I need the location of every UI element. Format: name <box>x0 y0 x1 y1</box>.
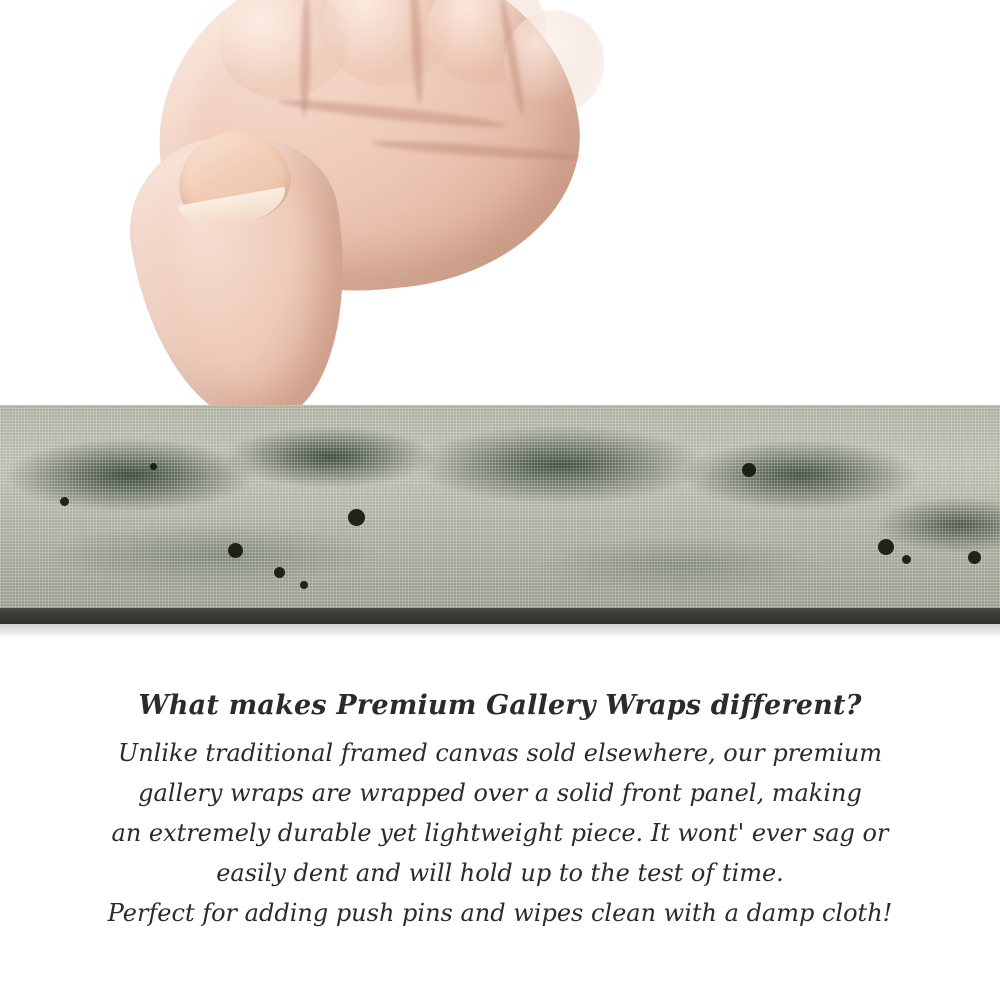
caption-line: easily dent and will hold up to the test of time. <box>216 859 784 887</box>
canvas-speck <box>968 551 981 564</box>
canvas-speck <box>348 509 365 526</box>
finger-crease <box>371 138 581 164</box>
canvas-speck <box>60 497 69 506</box>
canvas-speck <box>150 463 157 470</box>
canvas-frame-edge <box>0 608 1000 624</box>
caption-headline: What makes Premium Gallery Wraps different? <box>138 690 862 721</box>
canvas-speck <box>300 581 308 589</box>
finger-crease <box>277 95 507 131</box>
canvas-speck <box>742 463 756 477</box>
finger-crease <box>299 0 311 116</box>
caption-line: Unlike traditional framed canvas sold elsewhere, our premium <box>117 739 882 767</box>
caption-line: an extremely durable yet lightweight piece. It wont' ever sag or <box>111 819 889 847</box>
canvas-speck <box>878 539 894 555</box>
hand-pressing-icon <box>118 0 598 430</box>
canvas-wrap-edge-icon <box>0 405 1000 620</box>
caption-line: Perfect for adding push pins and wipes clean with a damp cloth! <box>107 899 893 927</box>
drop-shadow <box>0 624 1000 638</box>
canvas-print-surface <box>0 405 1000 610</box>
caption-block <box>0 690 1000 933</box>
canvas-speck <box>228 543 243 558</box>
canvas-speck <box>274 567 285 578</box>
canvas-speck <box>902 555 911 564</box>
caption-line: gallery wraps are wrapped over a solid front panel, making <box>138 779 862 807</box>
canvas-weave-texture <box>0 405 1000 610</box>
